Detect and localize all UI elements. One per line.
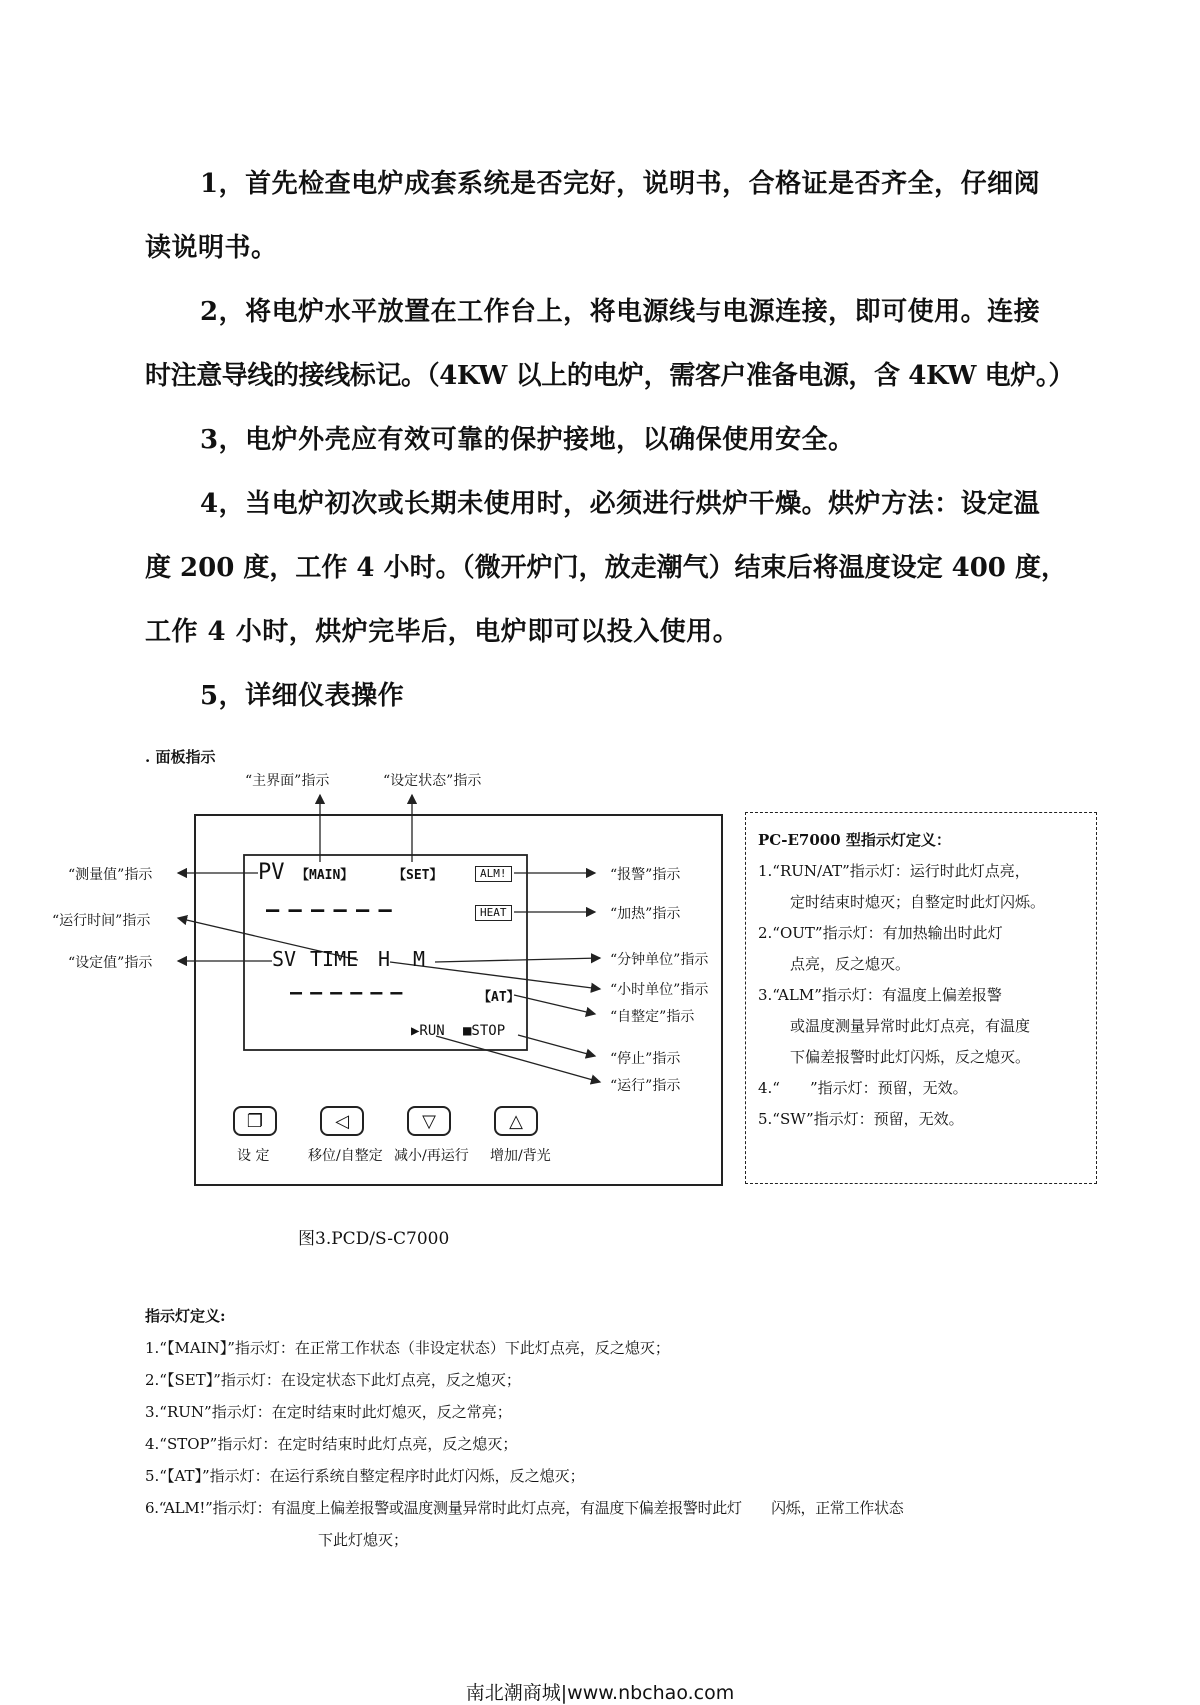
- panel-section-title: . 面板指示: [145, 748, 216, 766]
- label-set-state: “设定状态”指示: [383, 773, 482, 789]
- e7000-title: PC-E7000 型指示灯定义：: [758, 831, 951, 849]
- label-heat: “加热”指示: [610, 906, 681, 922]
- step-1-line-1: 1，首先检查电炉成套系统是否完好，说明书，合格证是否齐全，仔细阅: [200, 169, 1041, 199]
- lcd-pv-digits: — — — — — —: [266, 898, 390, 923]
- label-hour: “小时单位”指示: [610, 982, 709, 998]
- shift-autotune-label: 移位/自整定: [308, 1148, 383, 1164]
- lcd-heat-indicator: HEAT: [475, 905, 512, 921]
- set-button[interactable]: ❐: [233, 1106, 277, 1136]
- lcd-minute: M: [413, 947, 426, 971]
- e7000-line: 4.“ ”指示灯：预留，无效。: [758, 1079, 968, 1097]
- lcd-hour: H: [378, 947, 391, 971]
- e7000-line: 定时结束时熄灭；自整定时此灯闪烁。: [790, 893, 1046, 911]
- step-1-line-2: 读说明书。: [145, 233, 278, 263]
- figure-caption: 图3.PCD/S-C7000: [298, 1229, 450, 1249]
- label-stop: “停止”指示: [610, 1051, 681, 1067]
- label-run-time: “运行时间”指示: [52, 913, 151, 929]
- footer-site[interactable]: 南北潮商城|www.nbchao.com: [465, 1682, 735, 1704]
- decrease-rerun-label: 减小/再运行: [394, 1148, 469, 1164]
- step-2-line-1: 2，将电炉水平放置在工作台上，将电源线与电源连接，即可使用。连接: [200, 297, 1041, 327]
- shift-autotune-button[interactable]: ◁: [320, 1106, 364, 1136]
- definition-item: 5.“【AT】”指示灯：在运行系统自整定程序时此灯闪烁，反之熄灭；: [145, 1467, 585, 1485]
- lcd-set-indicator: 【SET】: [393, 868, 443, 883]
- definition-item: 1.“【MAIN】”指示灯：在正常工作状态（非设定状态）下此灯点亮，反之熄灭；: [145, 1339, 670, 1357]
- definitions-title: 指示灯定义:: [145, 1307, 226, 1325]
- lcd-main-indicator: 【MAIN】: [296, 868, 354, 883]
- lcd-run-indicator: ▶RUN: [411, 1023, 445, 1039]
- increase-backlight-button[interactable]: △: [494, 1106, 538, 1136]
- definition-item: 3.“RUN”指示灯：在定时结束时此灯熄灭，反之常亮；: [145, 1403, 512, 1421]
- definition-item: 下此灯熄灭；: [318, 1531, 409, 1549]
- e7000-line: 点亮，反之熄灭。: [790, 955, 911, 973]
- definition-item: 6.“ALM!”指示灯：有温度上偏差报警或温度测量异常时此灯点亮，有温度下偏差报警时此灯 闪烁，正常工作状态: [145, 1499, 904, 1517]
- lcd-pv: PV: [258, 860, 285, 885]
- label-alarm: “报警”指示: [610, 867, 681, 883]
- e7000-line: 5.“SW”指示灯：预留，无效。: [758, 1110, 964, 1128]
- lcd-time: TIME: [310, 947, 359, 971]
- label-run: “运行”指示: [610, 1078, 681, 1094]
- lcd-stop-indicator: ■STOP: [463, 1023, 506, 1039]
- lcd-at-indicator: 【AT】: [478, 990, 520, 1005]
- step-2-line-2: 时注意导线的接线标记。（4KW 以上的电炉，需客户准备电源，含 4KW 电炉。）: [145, 361, 1075, 391]
- lcd-alm-indicator: ALM!: [475, 866, 512, 882]
- increase-backlight-label: 增加/背光: [490, 1148, 551, 1164]
- label-autotune: “自整定”指示: [610, 1009, 695, 1025]
- lcd-sv-digits: — — — — — —: [290, 980, 401, 1004]
- label-minute: “分钟单位”指示: [610, 952, 709, 968]
- e7000-line: 1.“RUN/AT”指示灯：运行时此灯点亮，: [758, 862, 1030, 880]
- e7000-line: 2.“OUT”指示灯：有加热输出时此灯: [758, 924, 1003, 942]
- label-main: “主界面”指示: [245, 773, 330, 789]
- set-button-label: 设 定: [237, 1148, 270, 1164]
- definition-item: 2.“【SET】”指示灯：在设定状态下此灯点亮，反之熄灭；: [145, 1371, 521, 1389]
- lcd-sv: SV: [272, 947, 297, 971]
- e7000-line: 3.“ALM”指示灯：有温度上偏差报警: [758, 986, 1002, 1004]
- decrease-rerun-button[interactable]: ▽: [407, 1106, 451, 1136]
- definition-item: 4.“STOP”指示灯：在定时结束时此灯点亮，反之熄灭；: [145, 1435, 518, 1453]
- label-measured: “测量值”指示: [68, 867, 153, 883]
- step-4-line-1: 4，当电炉初次或长期未使用时，必须进行烘炉干燥。烘炉方法：设定温: [200, 489, 1041, 519]
- e7000-line: 下偏差报警时此灯闪烁，反之熄灭。: [790, 1048, 1031, 1066]
- step-5: 5，详细仪表操作: [200, 681, 405, 711]
- step-4-line-2: 度 200 度，工作 4 小时。（微开炉门，放走潮气）结束后将温度设定 400 度，: [145, 553, 1067, 583]
- step-4-line-3: 工作 4 小时，烘炉完毕后，电炉即可以投入使用。: [145, 617, 740, 647]
- label-set-value: “设定值”指示: [68, 955, 153, 971]
- e7000-line: 或温度测量异常时此灯点亮，有温度: [790, 1017, 1031, 1035]
- step-3: 3，电炉外壳应有效可靠的保护接地，以确保使用安全。: [200, 425, 855, 455]
